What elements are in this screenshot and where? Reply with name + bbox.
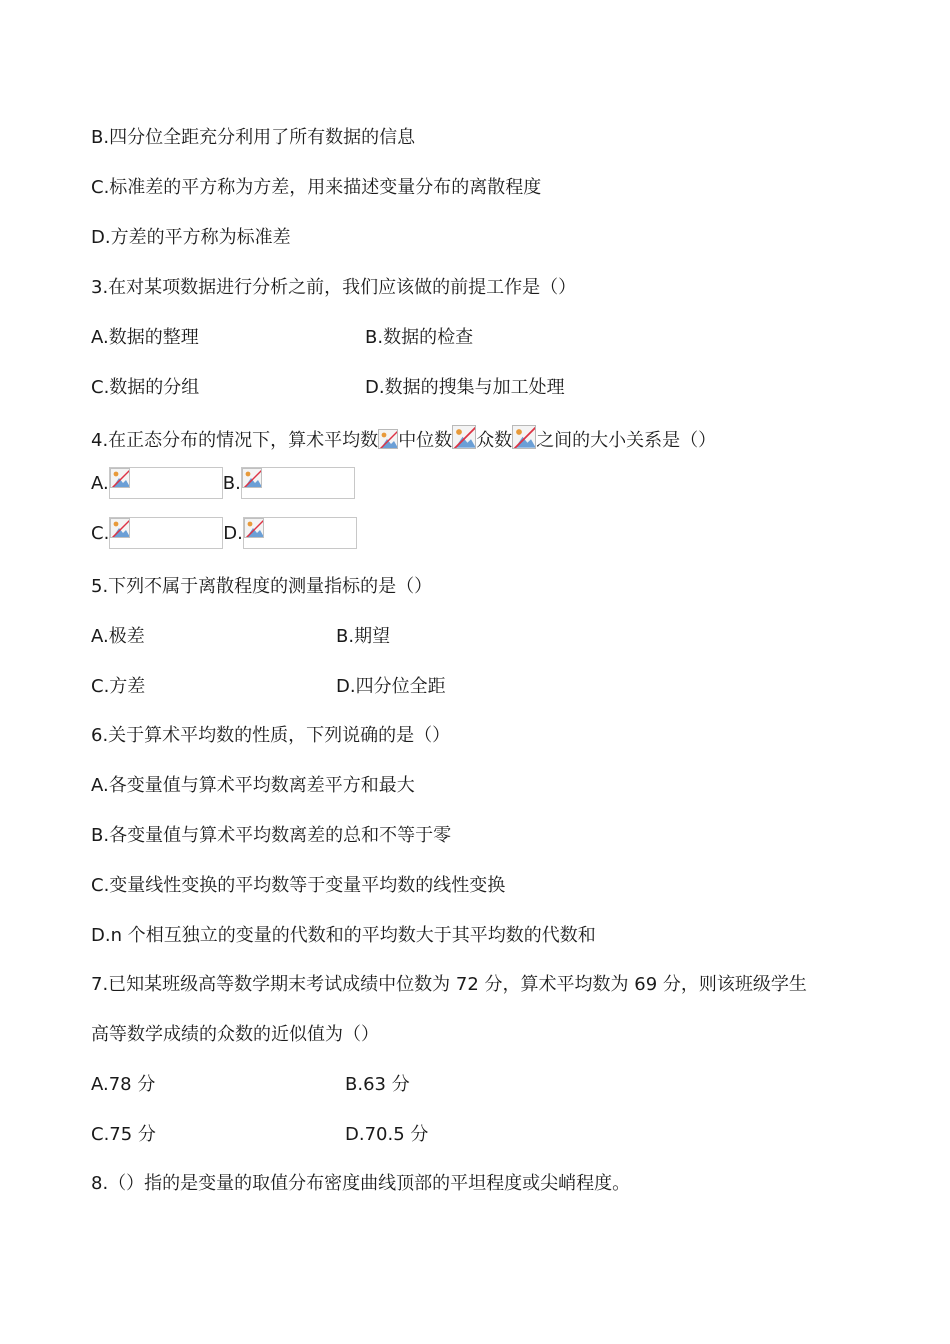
q4-options-row2 <box>91 517 357 551</box>
q2-option-c: C.标准差的平方称为方差，用来描述变量分布的离散程度 <box>91 177 542 198</box>
q5-option-d: D.四分位全距 <box>336 676 446 697</box>
q3-option-b: B.数据的检查 <box>365 327 474 348</box>
q4-option-c-label: C. <box>91 523 110 544</box>
q4-option-c-image <box>109 517 223 549</box>
q4-option-b-label: B. <box>222 473 241 494</box>
q2-option-d: D.方差的平方称为标准差 <box>91 227 291 248</box>
q7-stem-line2: 高等数学成绩的众数的近似值为（） <box>91 1024 379 1045</box>
q8-stem: 8.（）指的是变量的取值分布密度曲线顶部的平坦程度或尖峭程度。 <box>91 1173 631 1194</box>
q5-option-c: C.方差 <box>91 676 146 697</box>
broken-image-icon <box>242 468 262 488</box>
broken-image-icon <box>512 425 536 449</box>
q6-option-c: C.变量线性变换的平均数等于变量平均数的线性变换 <box>91 875 506 896</box>
broken-image-icon <box>244 518 264 538</box>
q7-option-a: A.78 分 <box>91 1074 156 1095</box>
q4-option-a-image <box>109 467 223 499</box>
q4-options-row1 <box>91 467 355 501</box>
q7-option-d: D.70.5 分 <box>345 1124 429 1145</box>
q6-option-d: D.n 个相互独立的变量的代数和的平均数大于其平均数的代数和 <box>91 925 596 946</box>
q4-option-d-label: D. <box>223 523 243 544</box>
q5-stem: 5.下列不属于离散程度的测量指标的是（） <box>91 576 433 597</box>
q4-option-a-label: A. <box>91 473 109 494</box>
q5-option-b: B.期望 <box>336 626 391 647</box>
broken-image-icon <box>452 425 476 449</box>
q4-stem-part3: 众数 <box>476 430 513 451</box>
q6-option-a: A.各变量值与算术平均数离差平方和最大 <box>91 775 415 796</box>
q3-option-c: C.数据的分组 <box>91 377 200 398</box>
q4-stem-part1: 4.在正态分布的情况下，算术平均数 <box>91 430 379 451</box>
q4-stem <box>91 425 716 453</box>
q3-stem: 3.在对某项数据进行分析之前，我们应该做的前提工作是（） <box>91 277 577 298</box>
q7-option-b: B.63 分 <box>345 1074 410 1095</box>
q4-option-d-image <box>243 517 357 549</box>
q6-stem: 6.关于算术平均数的性质，下列说确的是（） <box>91 725 451 746</box>
q6-option-b: B.各变量值与算术平均数离差的总和不等于零 <box>91 825 452 846</box>
q4-stem-part4: 之间的大小关系是（） <box>536 430 717 451</box>
q7-option-c: C.75 分 <box>91 1124 156 1145</box>
q3-option-d: D.数据的搜集与加工处理 <box>365 377 565 398</box>
broken-image-icon <box>110 518 130 538</box>
q7-stem-line1: 7.已知某班级高等数学期末考试成绩中位数为 72 分，算术平均数为 69 分，则该班级学生 <box>91 974 807 995</box>
broken-image-icon <box>378 429 398 449</box>
q5-option-a: A.极差 <box>91 626 145 647</box>
broken-image-icon <box>110 468 130 488</box>
q2-option-b: B.四分位全距充分利用了所有数据的信息 <box>91 127 416 148</box>
q3-option-a: A.数据的整理 <box>91 327 199 348</box>
q4-stem-part2: 中位数 <box>398 430 453 451</box>
q4-option-b-image <box>241 467 355 499</box>
